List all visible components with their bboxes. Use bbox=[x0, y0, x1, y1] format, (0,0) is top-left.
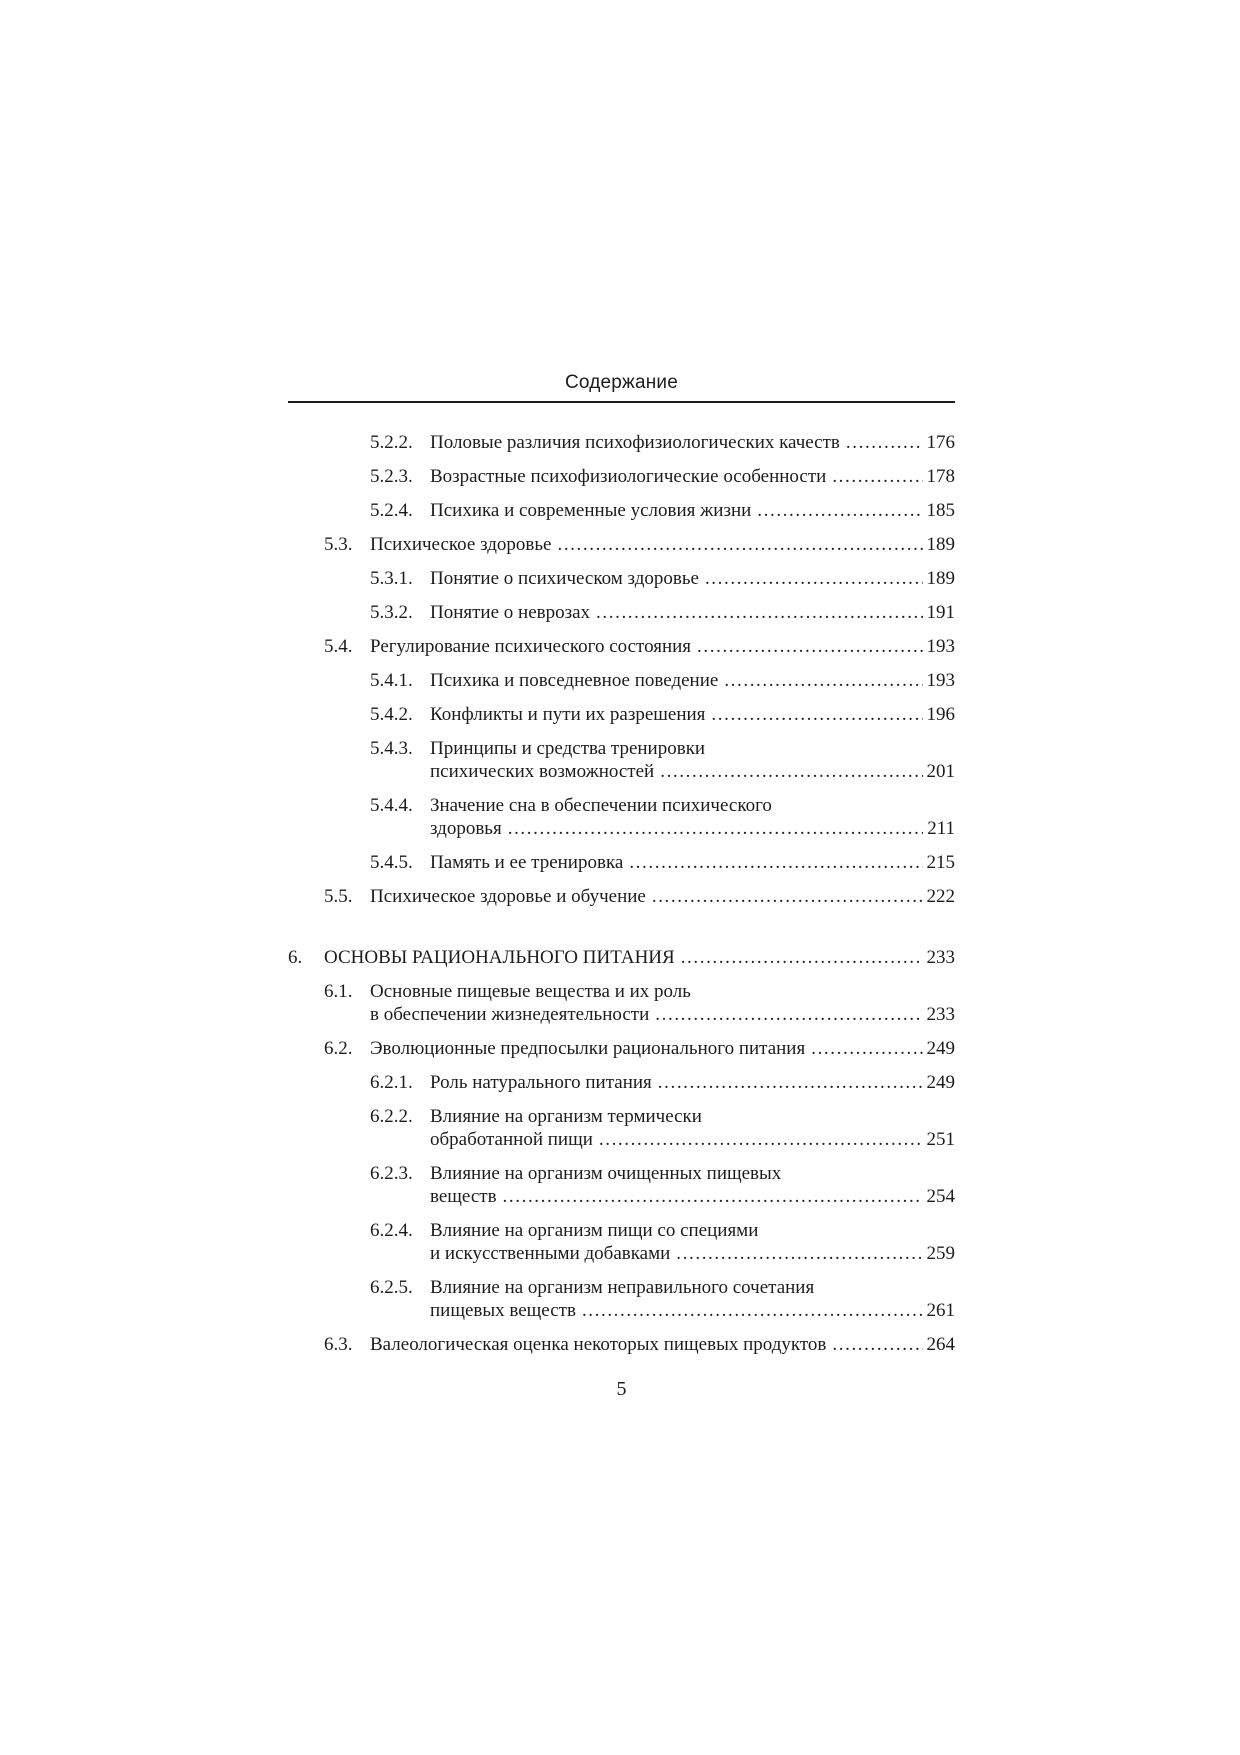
toc-entry-page: 211 bbox=[927, 818, 955, 839]
toc-entry-page: 233 bbox=[926, 947, 955, 968]
toc-entry-page: 193 bbox=[926, 670, 955, 691]
dot-leader bbox=[832, 1334, 922, 1356]
toc-entry-title: Психика и повседневное поведение bbox=[430, 670, 719, 691]
toc-entry-last-line bbox=[430, 852, 955, 874]
toc-entry-body bbox=[430, 500, 955, 522]
dot-leader bbox=[557, 534, 922, 556]
dot-leader bbox=[503, 1186, 923, 1208]
toc-entry-number: 5.4.2. bbox=[370, 704, 413, 725]
toc-entry-title: Эволюционные предпосылки рационального питания bbox=[370, 1038, 806, 1059]
toc-entry-body bbox=[430, 1277, 955, 1322]
toc-entry-last-line bbox=[430, 1300, 955, 1322]
toc-entry-last-line bbox=[324, 947, 955, 969]
toc-entry-number: 5.3.1. bbox=[370, 568, 413, 589]
toc-entry-body bbox=[370, 1334, 955, 1356]
toc-entry-number: 6.2. bbox=[324, 1038, 353, 1059]
toc-entry-last-line bbox=[370, 1038, 955, 1060]
toc-entry-body bbox=[430, 1163, 955, 1208]
toc-entry-body bbox=[430, 670, 955, 692]
dot-leader bbox=[660, 761, 922, 783]
toc-entry-page: 264 bbox=[926, 1334, 955, 1355]
toc-entry-title: веществ bbox=[430, 1186, 497, 1207]
dot-leader bbox=[711, 704, 922, 726]
toc-entry-number: 6.2.5. bbox=[370, 1277, 413, 1298]
toc-entry-title: Возрастные психофизиологические особенности bbox=[430, 466, 827, 487]
toc-entry-title: Влияние на организм очищенных пищевых bbox=[430, 1163, 782, 1184]
toc-entry-title: в обеспечении жизнедеятельности bbox=[370, 1004, 650, 1025]
header-rule bbox=[288, 401, 955, 403]
toc-entry-number: 6. bbox=[288, 947, 303, 968]
toc-entry-title: Половые различия психофизиологических качеств bbox=[430, 432, 840, 453]
dot-leader bbox=[508, 818, 923, 840]
toc-entry-last-line bbox=[430, 704, 955, 726]
toc-entry-body bbox=[430, 602, 955, 624]
toc-entry-last-line bbox=[430, 670, 955, 692]
toc-entry-number: 5.3. bbox=[324, 534, 353, 555]
toc-entry-title: здоровья bbox=[430, 818, 502, 839]
toc-entry-body bbox=[324, 947, 955, 969]
dot-leader bbox=[832, 466, 922, 488]
toc-entry-body bbox=[370, 981, 955, 1026]
toc-entry-title: Влияние на организм пищи со специями bbox=[430, 1220, 759, 1241]
toc-entry-number: 6.2.2. bbox=[370, 1106, 413, 1127]
dot-leader bbox=[681, 947, 923, 969]
toc-entry-last-line bbox=[370, 886, 955, 908]
dot-leader bbox=[846, 432, 923, 454]
toc-entry-last-line bbox=[370, 1004, 955, 1026]
toc-entry-title: Психическое здоровье и обучение bbox=[370, 886, 646, 907]
dot-leader bbox=[599, 1129, 923, 1151]
toc-entry-last-line bbox=[430, 1186, 955, 1208]
toc-entry-page: 233 bbox=[926, 1004, 955, 1025]
toc-entry-title: Психика и современные условия жизни bbox=[430, 500, 752, 521]
toc-entry-number: 5.4.5. bbox=[370, 852, 413, 873]
toc-entry-page: 201 bbox=[926, 761, 955, 782]
toc-entry-title: Принципы и средства тренировки bbox=[430, 738, 706, 759]
toc-entry-page: 193 bbox=[926, 636, 955, 657]
toc-entry-number: 5.4. bbox=[324, 636, 353, 657]
dot-leader bbox=[724, 670, 922, 692]
toc-entry-title: Значение сна в обеспечении психического bbox=[430, 795, 772, 816]
dot-leader bbox=[697, 636, 922, 658]
toc-entry-title: Валеологическая оценка некоторых пищевых продуктов bbox=[370, 1334, 827, 1355]
toc-entry-last-line bbox=[370, 1334, 955, 1356]
toc-entry-number: 6.1. bbox=[324, 981, 353, 1002]
toc-entry-last-line bbox=[370, 534, 955, 556]
toc-entry-number: 5.5. bbox=[324, 886, 353, 907]
toc-entry-title: психических возможностей bbox=[430, 761, 655, 782]
toc-entry-body bbox=[370, 636, 955, 658]
toc-entry-body bbox=[430, 466, 955, 488]
toc-entry-last-line bbox=[430, 568, 955, 590]
toc-entry-last-line bbox=[430, 432, 955, 454]
toc-entry-body bbox=[430, 1106, 955, 1151]
toc-entry-body bbox=[430, 738, 955, 783]
toc-entry-title: и искусственными добавками bbox=[430, 1243, 671, 1264]
toc-entry-body bbox=[430, 704, 955, 726]
dot-leader bbox=[596, 602, 922, 624]
toc-entry-page: 215 bbox=[926, 852, 955, 873]
toc-entry-last-line bbox=[430, 818, 955, 840]
toc-entry-last-line bbox=[430, 466, 955, 488]
toc-entry-title: Основные пищевые вещества и их роль bbox=[370, 981, 691, 1002]
toc-entry-number: 5.3.2. bbox=[370, 602, 413, 623]
toc-entry-page: 251 bbox=[926, 1129, 955, 1150]
toc-entry-title: Психическое здоровье bbox=[370, 534, 552, 555]
toc-entry-title: Память и ее тренировка bbox=[430, 852, 624, 873]
dot-leader bbox=[658, 1072, 923, 1094]
toc-entry-last-line bbox=[370, 636, 955, 658]
dot-leader bbox=[757, 500, 922, 522]
dot-leader bbox=[629, 852, 922, 874]
dot-leader bbox=[582, 1300, 923, 1322]
toc-entry-title: Роль натурального питания bbox=[430, 1072, 652, 1093]
toc-entry-page: 191 bbox=[926, 602, 955, 623]
toc-entry-body bbox=[430, 1220, 955, 1265]
toc-entry-page: 189 bbox=[926, 568, 955, 589]
toc-entry-title: Влияние на организм неправильного сочетания bbox=[430, 1277, 815, 1298]
dot-leader bbox=[705, 568, 923, 590]
toc-entry-page: 189 bbox=[926, 534, 955, 555]
toc-entry-body bbox=[430, 568, 955, 590]
toc-entry-number: 5.2.2. bbox=[370, 432, 413, 453]
running-title: Содержание bbox=[564, 372, 679, 393]
toc-entry-page: 259 bbox=[926, 1243, 955, 1264]
toc-entry-page: 222 bbox=[926, 886, 955, 907]
toc-entry-number: 5.2.4. bbox=[370, 500, 413, 521]
page-number: 5 bbox=[616, 1378, 627, 1400]
toc-entry-page: 249 bbox=[926, 1072, 955, 1093]
toc-entry-last-line bbox=[430, 602, 955, 624]
toc-entry-last-line bbox=[430, 1243, 955, 1265]
toc-entry-title: ОСНОВЫ РАЦИОНАЛЬНОГО ПИТАНИЯ bbox=[324, 947, 675, 968]
toc-entry-number: 6.2.1. bbox=[370, 1072, 413, 1093]
toc-entry-title: Влияние на организм термически bbox=[430, 1106, 702, 1127]
toc-entry-page: 178 bbox=[926, 466, 955, 487]
toc-entry-body bbox=[430, 795, 955, 840]
toc-entry-title: пищевых веществ bbox=[430, 1300, 576, 1321]
toc-entry-number: 5.4.3. bbox=[370, 738, 413, 759]
toc-entry-page: 196 bbox=[926, 704, 955, 725]
toc-entry-last-line bbox=[430, 761, 955, 783]
toc-entry-body bbox=[370, 886, 955, 908]
toc-entry-page: 254 bbox=[926, 1186, 955, 1207]
dot-leader bbox=[652, 886, 923, 908]
toc-entry-number: 6.2.3. bbox=[370, 1163, 413, 1184]
toc-entry-page: 261 bbox=[926, 1300, 955, 1321]
toc-entry-title: Конфликты и пути их разрешения bbox=[430, 704, 706, 725]
toc-entry-title: Понятие о неврозах bbox=[430, 602, 591, 623]
toc-entry-page: 176 bbox=[926, 432, 955, 453]
toc-entry-page: 185 bbox=[926, 500, 955, 521]
toc-entry-number: 5.2.3. bbox=[370, 466, 413, 487]
toc-entry-title: Регулирование психического состояния bbox=[370, 636, 692, 657]
toc-entry-title: обработанной пищи bbox=[430, 1129, 593, 1150]
toc-entry-last-line bbox=[430, 1129, 955, 1151]
toc-entry-body bbox=[370, 534, 955, 556]
toc-entry-number: 6.3. bbox=[324, 1334, 353, 1355]
dot-leader bbox=[655, 1004, 922, 1026]
toc-entry-number: 5.4.4. bbox=[370, 795, 413, 816]
toc-entry-number: 5.4.1. bbox=[370, 670, 413, 691]
toc-entry-number: 6.2.4. bbox=[370, 1220, 413, 1241]
toc-entry-last-line bbox=[430, 1072, 955, 1094]
toc-entry-last-line bbox=[430, 500, 955, 522]
dot-leader bbox=[811, 1038, 922, 1060]
dot-leader bbox=[676, 1243, 922, 1265]
toc-entry-title: Понятие о психическом здоровье bbox=[430, 568, 699, 589]
toc-entry-body bbox=[430, 432, 955, 454]
toc-entry-page: 249 bbox=[926, 1038, 955, 1059]
toc-entry-body bbox=[430, 1072, 955, 1094]
toc-entry-body bbox=[370, 1038, 955, 1060]
toc-entry-body bbox=[430, 852, 955, 874]
